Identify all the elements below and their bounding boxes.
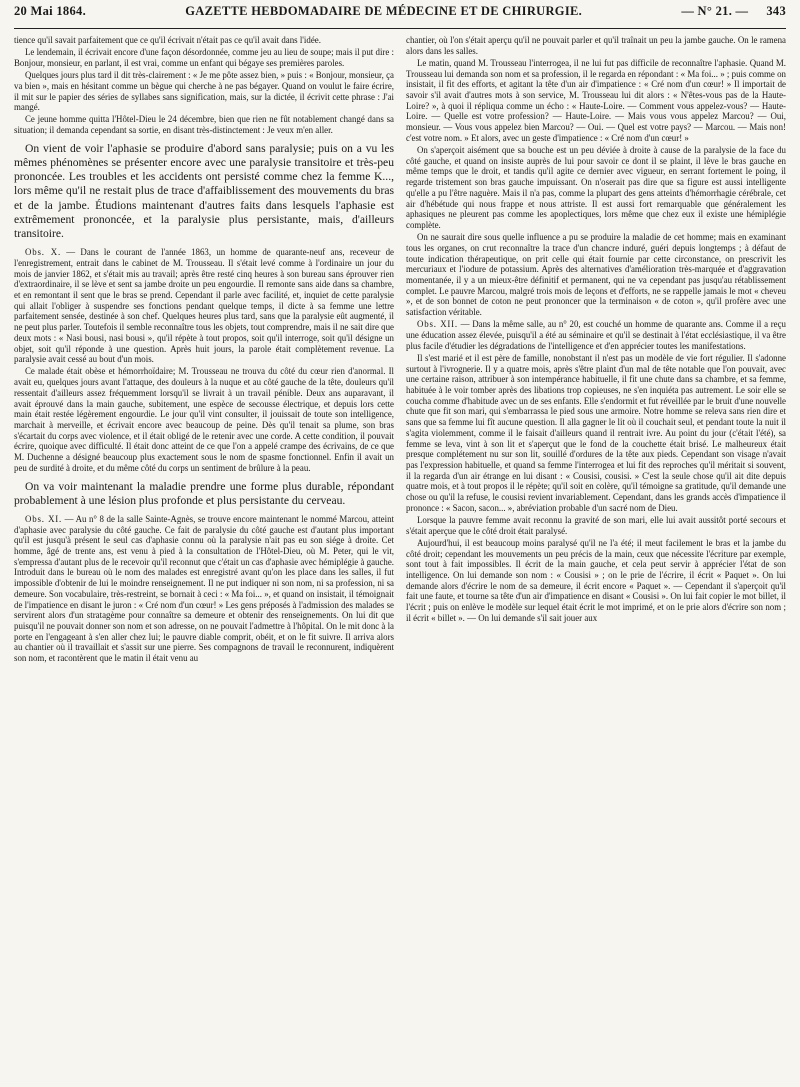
observation-paragraph [406, 319, 786, 351]
page-header [14, 4, 786, 29]
body-paragraph: Lorsque la pauvre femme avait reconnu la gravité de son mari, elle lui avait aussitôt porté secours et s'était aperçue que le côté droit était paralysé. [406, 514, 786, 536]
observation-text: — Dans la même salle, au n° 20, est couché un homme de quarante ans. Comme il a reçu une éducation assez élevée, puisqu'il a été au séminaire et qu'il se destinait à l'état ecclésiastique, il va être plus facile d'étudier les dégradations de l'intelligence et d'en apprécier toutes les manifestations. [406, 319, 786, 351]
journal-title: GAZETTE HEBDOMADAIRE DE MÉDECINE ET DE CHIRURGIE. [185, 4, 583, 18]
right-column [406, 35, 786, 665]
page-number: 343 [766, 4, 786, 18]
body-paragraph: tience qu'il savait parfaitement que ce qu'il écrivait n'était pas ce qu'il avait dans l'idée. [14, 35, 321, 45]
body-paragraph: Ce malade était obèse et hémorrhoïdaire; M. Trousseau ne trouva du côté du cœur rien d'anormal. Il avait eu, quelques jours avant l'attaque, des douleurs à la nuque et au côté gauche de la tête, douleurs qu'il ressentait d'ailleurs assez fréquemment lorsqu'il se livrait à un travail pénible. Deux ans auparavant, il avait éprouvé dans la main gauche, subitement, une espèce de secousse électrique, et depuis lors cette main était restée légèrement engourdie. Le jour qu'il vint consulter, il jouissait de toute son intelligence, marchait à merveille, et écrivait encore avec beaucoup de peine. Dès qu'il tenait sa plume, son bras s'écartait du corps avec violence, et il était obligé de le retenir avec une corde. A cette condition, il pouvait écrire, quoique avec difficulté. Il était donc atteint de ce que l'on a appelé crampe des écrivains, de ce que M. Duchenne a désigné beaucoup plus exactement sous le nom de spasme fonctionnel. Enfin il avait un peu de surdité à droite, et du même côté du corps un sentiment de brûlure à la peau. [14, 366, 394, 473]
body-paragraph: Le matin, quand M. Trousseau l'interrogea, il ne lui fut pas difficile de reconnaître l'aphasie. Quand M. Trousseau lui demanda son nom et sa profession, il le regarda en répondant : « Ma foi... » ; puis comme on insistait, il fit des efforts, et agitant la tête d'un air d'impatience : « Cré nom d'un cœur! » Il importait de savoir s'il avait d'autres mots à son service, M. Trousseau lui dit alors : « N'êtes-vous pas de la Haute-Loire? », à quoi il répliqua comme un écho : « Haute-Loire. — Comment vous appelez-vous? — Haute-Loire. — Quelle est votre profession? — Haute-Loire. — Mais vous vous appelez Marcou? — Oui, monsieur. — Vous vous appelez bien Marcou? — Oui. — Quel est votre pays? — Marcou. — Mais non! c'est votre nom. » Et alors, avec un geste d'impatience : « Cré nom d'un cœur! » [406, 57, 786, 143]
section-intro-paragraph: On vient de voir l'aphasie se produire d'abord sans paralysie; puis on a vu les mêmes phénomènes se présenter encore avec une paralysie transitoire et très-peu prononcée. Les troubles et les accidents ont persisté comme chez la femme K..., lors même qu'il ne restait plus de trace d'affaiblissement des mouvements du bras et de la jambe. Étudions maintenant d'autres faits dans lesquels l'aphasie est extrêmement prononcée, et la paralysie plus persistante, mais, d'ailleurs transitoire. [14, 141, 394, 241]
body-paragraph: Il s'est marié et il est père de famille, nonobstant il n'est pas un modèle de vie fort régulier. Il s'adonne surtout à l'ivrognerie. Il y a quatre mois, après s'être plaint d'un mal de tête notable que l'on pouvait, avec une certaine raison, attribuer à son intempérance habituelle, il fit une chute dans sa chambre, et sa femme, habituée à le voir tomber après des libations trop copieuses, ne s'en inquiéta pas autrement. Le soir elle se coucha comme d'habitude avec un de ses enfants. Elle s'endormit et fut réveillée par le bruit d'une nouvelle chute que fit son mari, qui s'embarrassa le pied sous une armoire. Notre homme se releva sans rien dire et sans que sa femme lui fît aucune question. Il alla gagner le lit où il couchait seul, et pendant toute la nuit il s'agita violemment, comme il le faisait d'ailleurs quand il rentrait ivre. Au point du jour (c'était l'été), sa femme se leva, vint à son lit et s'aperçut que le fond de la couchette était brisé. Le malheureux était presque complétement nu sur son lit, souillé d'ordures de la tête aux pieds. Cependant son visage n'avait pas l'expression habituelle, et quand sa femme l'interrogea et lui fit des reproches qu'il méritait si souvent, il la regarda d'un air étrange en lui disant : « Cousisi, cousisi. » C'est la seule chose qu'il ait dite depuis quatre mois, et à tout propos il le répète; qu'il soit en colère, qu'il témoigne sa gratitude, qu'il demande une chose ou qu'il la refuse, le cousisi revient invariablement. Cependant, dans les grands accès d'impatience il prononce : « Sacon, sacon... », abréviation probable d'un sacré nom de Dieu. [406, 352, 786, 513]
body-paragraph: On ne saurait dire sous quelle influence a pu se produire la maladie de cet homme; mais en examinant tous les organes, on crut reconnaître la trace d'un chancre induré, guéri depuis longtemps ; à défaut de toute indication thérapeutique, on prit celle qui était fournie par cette circonstance, on prescrivit les mercuriaux et l'iodure de potassium. Après des alternatives d'amélioration très-marquée et d'aggravation momentanée, il y a un mieux-être définitif et permanent, qui ne va cependant pas jusqu'au rétablissement complet. Le pauvre Marcou, malgré trois mois de leçons et d'efforts, ne se rappelle jamais le mot « cheveu », et de son bonnet de coton ne peut prononcer que la terminaison « de coton », qu'il profère avec une satisfaction véritable. [406, 232, 786, 318]
body-paragraph: Ce jeune homme quitta l'Hôtel-Dieu le 24 décembre, bien que rien ne fût notablement changé dans sa situation; il demanda cependant sa sortie, en disant très-distinctement : Je veux m'en aller. [14, 114, 394, 136]
observation-label: Obs. XII. [417, 319, 458, 330]
left-column [14, 35, 394, 665]
observation-label: Obs. X. [25, 247, 62, 258]
observation-label: Obs. XI. [25, 513, 63, 524]
body-paragraph: Quelques jours plus tard il dit très-clairement : « Je me pôte assez bien, » puis : « Bonjour, monsieur, ça va bien », mais en hésitant comme un bègue qui cherche à ne pas bégayer. Quand on voulut le faire écrire, il mit sur le papier des séries de syllabes sans signification, mais, sur la dictée, il écrivit cette phrase : J'ai mangé. [14, 70, 394, 113]
section-intro-paragraph: On va voir maintenant la maladie prendre une forme plus durable, répondant probablement à une lésion plus profonde et plus persistante du cerveau. [14, 479, 394, 507]
header-date: 20 Mai 1864. [14, 4, 86, 18]
observation-paragraph [14, 247, 394, 365]
observation-text: — Dans le courant de l'année 1863, un homme de quarante-neuf ans, receveur de l'enregistrement, entrait dans le cabinet de M. Trousseau. Il s'était levé comme à l'ordinaire un jour du mois de janvier 1862, et s'était mis au travail; après être resté cinq heures à son bureau sans éprouver rien d'extraordinaire, il se lève et sent sa jambe droite un peu engourdie. Il remonte sans aide dans sa chambre, et en remontant il sent que le bras se prend. Cependant il parle avec facilité, et, inquiet de cette paralysie qui allait l'obliger à suspendre ses fonctions pendant quelque temps, il dicte à sa femme une lettre parfaitement sensée, destinée à son chef. Quelques heures plus tard, sans que la paralysie eût augmenté, il ne peut plus parler. Toutefois il semble reconnaître tous les objets, tout comprendre, mais il ne sait dire que deux mots : « Nasi bousi, nasi bousi », qu'il répète à tout propos, soit qu'il interroge, soit qu'il désigne un objet, soit qu'il réponde à une question. Après huit jours, la parole était complètement revenue. La paralysie avait cessé au bout d'un mois. [14, 247, 394, 365]
observation-text: — Au n° 8 de la salle Sainte-Agnès, se trouve encore maintenant le nommé Marcou, atteint d'aphasie avec paralysie du côté gauche. Ce fait de paralysie du côté gauche est d'autant plus important qu'il est jusqu'à présent le seul cas d'aphasie connu où la paralysie n'ait pas eu son siége à droite. Cet homme, âgé de trente ans, est venu à pied à la consultation de l'Hôtel-Dieu, où M. Peter, qui le vit, s'empressa d'autant plus de le recevoir qu'il reconnut que c'était un cas d'aphasie avec hémiplégie à gauche. Introduit dans le bureau où le nom des malades est enregistré avant qu'on les place dans les salles, il fut impossible d'obtenir de lui le moindre renseignement. Il ne put indiquer ni son nom, ni sa profession, ni sa demeure. Son vocabulaire, très-restreint, se bornait à ceci : « Ma foi... », et quand on insistait, il témoignait de l'impatience en disant le juron : « Cré nom d'un cœur! » Les gens préposés à l'admission des malades se servirent alors d'un stratagème pour connaître sa demeure et obtenir des renseignements. On lui dit que puisqu'il ne pouvait donner son nom et son adresse, on ne pouvait l'admettre à l'hôpital. On le mit donc à la porte en l'engageant à s'en aller chez lui; le pauvre diable comprit, obéit, et on le fit suivre. Il arriva alors au chantier où il travaillait et s'assit sur une pierre. Ses compagnons de travail le reconnurent, indiquèrent son nom, et racontèrent que le matin il était venu au [14, 513, 394, 664]
body-paragraph: On s'aperçoit aisément que sa bouche est un peu déviée à droite à cause de la paralysie de la face du côté gauche, et quand on insiste auprès de lui pour savoir ce dont il se plaint, il lève le bras gauche en même temps que le droit, et tandis qu'il agite ce dernier avec vigueur, en serrant fortement le poing, il regarde tristement son bras gauche impuissant. On n'oserait pas dire que sa figure est aussi intelligente qu'elle a pu l'être naguère. Mais il n'a pas, comme la plupart des gens atteints d'hémorrhagie cérébrale, cet air d'hébétude qui nous frappe et nous attriste. Il est aussi fort remarquable que généralement les aphasiques ne pleurent pas comme les apoplectiques, lors même que chez eux il existe une hémiplégie complète. [406, 145, 786, 230]
body-paragraph: Le lendemain, il écrivait encore d'une façon désordonnée, comme jeu au lieu de soupe; mais il put dire : Bonjour, monsieur, en parlant, il est vrai, comme un enfant qui bégaye ses premières paroles. [14, 47, 394, 68]
issue-number: — N° 21. — [681, 4, 749, 18]
observation-paragraph [14, 514, 394, 664]
body-paragraph: chantier, où l'on s'était aperçu qu'il ne pouvait parler et qu'il traînait un peu la jambe gauche. On le ramena alors dans les salles. [406, 35, 786, 56]
body-paragraph: Aujourd'hui, il est beaucoup moins paralysé qu'il ne l'a été; il meut facilement le bras et la jambe du côté droit; cependant les mouvements un peu précis de la main, ceux que nécessite l'écriture par exemple, sont tout à fait impossibles. Il écrit de la main gauche, et cela peut servir à apprécier l'état de son intelligence. On lui demande son nom : « Cousisi » ; on le prie de l'écrire, il écrit « Paquet ». On lui demande alors d'écrire le nom de sa demeure, il écrit encore « Paquet ». — Cependant il s'aperçoit qu'il fait une faute, et tourne sa tête d'un air d'impatience en disant « Cousisi ». On lui fait copier le mot billet, il l'écrit ; puis on enlève le modèle sur lequel était écrit le mot imprimé, et on le prie alors d'écrire son nom ; il écrit « billet ». — On lui demande s'il sait jouer aux [406, 537, 786, 623]
text-columns [14, 29, 786, 665]
